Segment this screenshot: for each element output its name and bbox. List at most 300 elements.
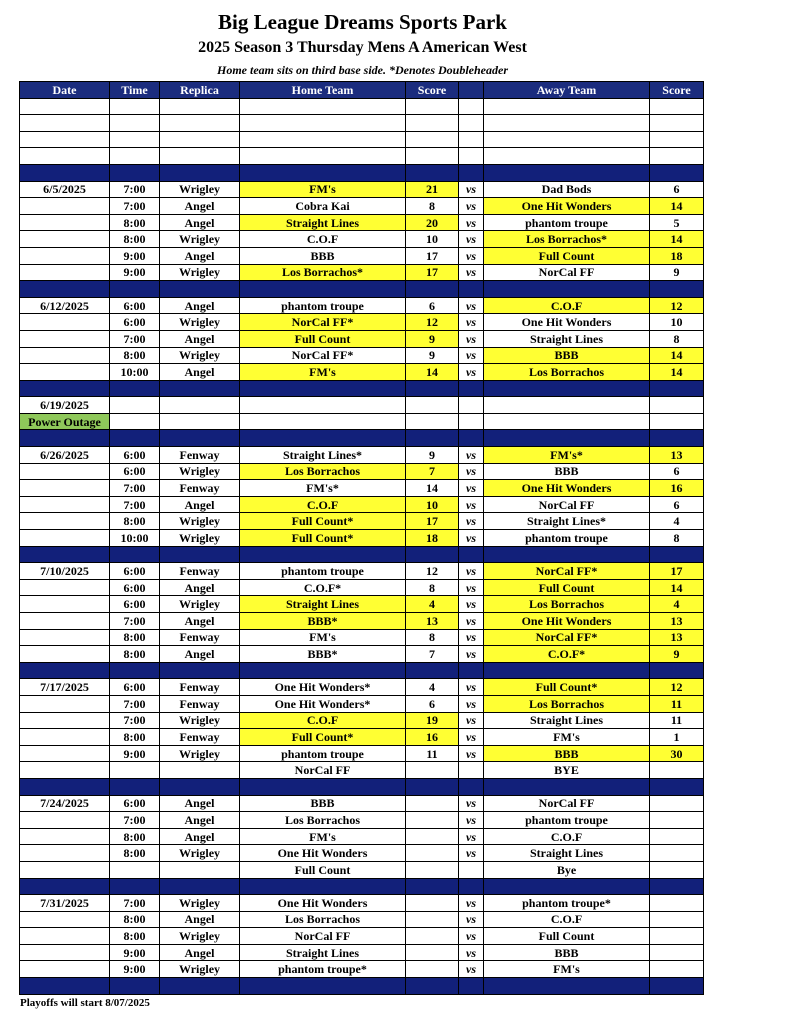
- away-score: [650, 895, 704, 912]
- game-replica: Angel: [160, 496, 240, 513]
- col-replica: Replica: [160, 82, 240, 99]
- away-team: FM's: [484, 961, 650, 978]
- game-row: [20, 679, 704, 696]
- away-team: Straight Lines: [484, 845, 650, 862]
- vs-label: vs: [459, 231, 484, 248]
- away-team: NorCal FF: [484, 264, 650, 281]
- game-time: 7:00: [110, 198, 160, 215]
- separator-cell: [160, 281, 240, 298]
- separator-cell: [406, 778, 459, 795]
- home-team: FM's: [240, 364, 406, 381]
- game-row: [20, 596, 704, 613]
- game-row: [20, 795, 704, 812]
- game-time: 8:00: [110, 828, 160, 845]
- vs-label: vs: [459, 646, 484, 663]
- blank-row: [20, 115, 704, 132]
- home-score: [406, 944, 459, 961]
- home-score: 17: [406, 513, 459, 530]
- separator-cell: [240, 430, 406, 447]
- vs-label: vs: [459, 629, 484, 646]
- home-team: Los Borrachos*: [240, 264, 406, 281]
- playoffs-note: Playoffs will start 8/07/2025: [20, 997, 150, 1009]
- game-time: 8:00: [110, 911, 160, 928]
- away-score: [650, 944, 704, 961]
- home-team: Los Borrachos: [240, 463, 406, 480]
- vs-label: vs: [459, 812, 484, 829]
- home-team: C.O.F: [240, 231, 406, 248]
- separator-cell: [406, 164, 459, 181]
- schedule-table: [19, 81, 704, 995]
- home-team: phantom troupe: [240, 563, 406, 580]
- blank-cell: [650, 413, 704, 430]
- separator-cell: [160, 164, 240, 181]
- away-team: Full Count: [484, 247, 650, 264]
- game-time: 6:00: [110, 447, 160, 464]
- home-score: 14: [406, 364, 459, 381]
- home-team: Straight Lines: [240, 596, 406, 613]
- game-date: [20, 828, 110, 845]
- home-score: 17: [406, 247, 459, 264]
- game-replica: Wrigley: [160, 231, 240, 248]
- home-score: 8: [406, 629, 459, 646]
- game-date: [20, 530, 110, 547]
- away-team: phantom troupe*: [484, 895, 650, 912]
- game-replica: Wrigley: [160, 513, 240, 530]
- away-team: FM's: [484, 729, 650, 746]
- game-replica: Fenway: [160, 695, 240, 712]
- away-team: C.O.F: [484, 828, 650, 845]
- game-replica: Fenway: [160, 679, 240, 696]
- week-separator-row: [20, 546, 704, 563]
- home-team: BBB*: [240, 646, 406, 663]
- vs-label: vs: [459, 314, 484, 331]
- week-separator-row: [20, 164, 704, 181]
- game-time: 7:00: [110, 812, 160, 829]
- game-replica: Fenway: [160, 563, 240, 580]
- game-row: [20, 480, 704, 497]
- separator-cell: [459, 164, 484, 181]
- away-team: NorCal FF: [484, 496, 650, 513]
- game-date: [20, 845, 110, 862]
- separator-cell: [240, 878, 406, 895]
- game-date: [20, 961, 110, 978]
- game-time: 9:00: [110, 944, 160, 961]
- separator-cell: [240, 164, 406, 181]
- game-row: [20, 297, 704, 314]
- away-team: phantom troupe: [484, 214, 650, 231]
- blank-row: [20, 131, 704, 148]
- home-score: [406, 961, 459, 978]
- away-score: [650, 961, 704, 978]
- game-date: [20, 347, 110, 364]
- blank-cell: [484, 115, 650, 132]
- away-score: 9: [650, 264, 704, 281]
- vs-label: vs: [459, 463, 484, 480]
- game-replica: Angel: [160, 795, 240, 812]
- page-subtitle: 2025 Season 3 Thursday Mens A American West: [198, 39, 527, 56]
- away-score: 14: [650, 579, 704, 596]
- game-date: [20, 314, 110, 331]
- game-replica: Angel: [160, 214, 240, 231]
- home-team: One Hit Wonders*: [240, 695, 406, 712]
- game-time: 8:00: [110, 347, 160, 364]
- game-row: [20, 347, 704, 364]
- home-score: 8: [406, 198, 459, 215]
- game-row: [20, 928, 704, 945]
- game-row: [20, 247, 704, 264]
- vs-label: vs: [459, 613, 484, 630]
- separator-cell: [240, 778, 406, 795]
- vs-label: vs: [459, 496, 484, 513]
- separator-cell: [240, 281, 406, 298]
- home-score: [406, 795, 459, 812]
- blank-cell: [20, 98, 110, 115]
- game-time: 7:00: [110, 712, 160, 729]
- vs-label: vs: [459, 828, 484, 845]
- home-team: NorCal FF: [240, 762, 406, 779]
- home-team: FM's: [240, 629, 406, 646]
- col-date: Date: [20, 82, 110, 99]
- away-score: [650, 845, 704, 862]
- col-home-score: Score: [406, 82, 459, 99]
- home-score: 6: [406, 695, 459, 712]
- game-date: [20, 247, 110, 264]
- separator-cell: [459, 430, 484, 447]
- home-score: 10: [406, 231, 459, 248]
- away-team: BYE: [484, 762, 650, 779]
- home-team: NorCal FF*: [240, 347, 406, 364]
- game-row: [20, 911, 704, 928]
- home-score: [406, 861, 459, 878]
- home-team: BBB*: [240, 613, 406, 630]
- game-row: [20, 961, 704, 978]
- col-time: Time: [110, 82, 160, 99]
- column-header-row: [20, 82, 704, 99]
- separator-cell: [484, 978, 650, 995]
- game-date: [20, 745, 110, 762]
- vs-label: vs: [459, 264, 484, 281]
- game-replica: [160, 397, 240, 414]
- home-team: One Hit Wonders: [240, 845, 406, 862]
- blank-cell: [650, 131, 704, 148]
- away-team: phantom troupe: [484, 530, 650, 547]
- vs-label: vs: [459, 513, 484, 530]
- blank-row: [20, 148, 704, 165]
- blank-cell: [484, 413, 650, 430]
- vs-label: vs: [459, 579, 484, 596]
- away-score: 6: [650, 181, 704, 198]
- home-score: 7: [406, 463, 459, 480]
- separator-cell: [110, 430, 160, 447]
- separator-cell: [459, 778, 484, 795]
- blank-cell: [406, 98, 459, 115]
- game-date: [20, 198, 110, 215]
- away-score: 6: [650, 496, 704, 513]
- separator-cell: [459, 546, 484, 563]
- home-team: C.O.F: [240, 496, 406, 513]
- separator-cell: [20, 978, 110, 995]
- separator-cell: [20, 281, 110, 298]
- away-score: 30: [650, 745, 704, 762]
- game-row: [20, 181, 704, 198]
- away-score: [650, 812, 704, 829]
- blank-cell: [484, 148, 650, 165]
- blank-cell: [650, 148, 704, 165]
- vs-label: [459, 861, 484, 878]
- game-replica: Wrigley: [160, 961, 240, 978]
- home-score: 18: [406, 530, 459, 547]
- home-team: FM's: [240, 181, 406, 198]
- vs-label: vs: [459, 729, 484, 746]
- separator-cell: [650, 164, 704, 181]
- home-score: 20: [406, 214, 459, 231]
- game-row: [20, 646, 704, 663]
- blank-cell: [240, 115, 406, 132]
- away-score: 17: [650, 563, 704, 580]
- vs-label: [459, 762, 484, 779]
- vs-label: vs: [459, 530, 484, 547]
- week-separator-row: [20, 281, 704, 298]
- away-score: 1: [650, 729, 704, 746]
- home-team: phantom troupe: [240, 745, 406, 762]
- separator-cell: [484, 380, 650, 397]
- home-score: 21: [406, 181, 459, 198]
- away-team: C.O.F: [484, 297, 650, 314]
- separator-cell: [406, 430, 459, 447]
- away-score: 5: [650, 214, 704, 231]
- blank-cell: [484, 98, 650, 115]
- separator-cell: [110, 662, 160, 679]
- separator-cell: [20, 430, 110, 447]
- home-score: 9: [406, 347, 459, 364]
- note-row: [20, 413, 704, 430]
- game-row: [20, 198, 704, 215]
- separator-cell: [406, 281, 459, 298]
- game-replica: Wrigley: [160, 745, 240, 762]
- away-score: [650, 795, 704, 812]
- away-score: 16: [650, 480, 704, 497]
- away-team: NorCal FF*: [484, 563, 650, 580]
- game-time: 8:00: [110, 629, 160, 646]
- away-score: [650, 928, 704, 945]
- separator-cell: [459, 662, 484, 679]
- game-replica: Wrigley: [160, 530, 240, 547]
- away-team: C.O.F*: [484, 646, 650, 663]
- game-row: [20, 314, 704, 331]
- separator-cell: [650, 430, 704, 447]
- away-team: Los Borrachos*: [484, 231, 650, 248]
- home-team: Full Count*: [240, 530, 406, 547]
- home-team: phantom troupe*: [240, 961, 406, 978]
- away-team: One Hit Wonders: [484, 613, 650, 630]
- vs-label: vs: [459, 795, 484, 812]
- game-time: [110, 397, 160, 414]
- vs-label: vs: [459, 247, 484, 264]
- game-date: [20, 596, 110, 613]
- away-team: BBB: [484, 347, 650, 364]
- separator-cell: [240, 662, 406, 679]
- separator-cell: [459, 281, 484, 298]
- game-row: [20, 895, 704, 912]
- away-team: Straight Lines: [484, 712, 650, 729]
- game-time: 6:00: [110, 795, 160, 812]
- away-team: Los Borrachos: [484, 695, 650, 712]
- away-score: 14: [650, 231, 704, 248]
- home-score: 4: [406, 679, 459, 696]
- away-score: 10: [650, 314, 704, 331]
- home-score: 11: [406, 745, 459, 762]
- game-replica: Wrigley: [160, 264, 240, 281]
- col-away-team: Away Team: [484, 82, 650, 99]
- game-date: [20, 762, 110, 779]
- game-replica: Angel: [160, 646, 240, 663]
- home-team: One Hit Wonders: [240, 895, 406, 912]
- game-row: [20, 563, 704, 580]
- game-time: 8:00: [110, 231, 160, 248]
- vs-label: vs: [459, 480, 484, 497]
- home-score: 10: [406, 496, 459, 513]
- game-replica: Wrigley: [160, 845, 240, 862]
- week-separator-row: [20, 978, 704, 995]
- separator-cell: [650, 281, 704, 298]
- game-replica: Wrigley: [160, 314, 240, 331]
- separator-cell: [484, 430, 650, 447]
- home-score: 12: [406, 563, 459, 580]
- game-date: [20, 928, 110, 945]
- game-date: 6/19/2025: [20, 397, 110, 414]
- away-score: 4: [650, 513, 704, 530]
- game-time: 9:00: [110, 264, 160, 281]
- home-team: Los Borrachos: [240, 911, 406, 928]
- away-team: BBB: [484, 944, 650, 961]
- separator-cell: [110, 546, 160, 563]
- blank-cell: [240, 413, 406, 430]
- game-date: 7/17/2025: [20, 679, 110, 696]
- game-time: 7:00: [110, 613, 160, 630]
- game-row: [20, 812, 704, 829]
- game-replica: Wrigley: [160, 895, 240, 912]
- vs-label: vs: [459, 596, 484, 613]
- separator-cell: [20, 380, 110, 397]
- game-row: [20, 579, 704, 596]
- vs-label: vs: [459, 895, 484, 912]
- game-row: [20, 845, 704, 862]
- home-team: BBB: [240, 247, 406, 264]
- away-score: 13: [650, 629, 704, 646]
- away-team: Los Borrachos: [484, 364, 650, 381]
- separator-cell: [406, 878, 459, 895]
- vs-label: vs: [459, 745, 484, 762]
- game-date: [20, 264, 110, 281]
- vs-label: vs: [459, 347, 484, 364]
- week-separator-row: [20, 778, 704, 795]
- home-team: C.O.F: [240, 712, 406, 729]
- home-team: Straight Lines: [240, 944, 406, 961]
- game-row: [20, 496, 704, 513]
- game-replica: Angel: [160, 911, 240, 928]
- game-time: 8:00: [110, 928, 160, 945]
- game-date: [20, 812, 110, 829]
- separator-cell: [110, 778, 160, 795]
- game-row: [20, 463, 704, 480]
- game-date: [20, 861, 110, 878]
- away-team: NorCal FF*: [484, 629, 650, 646]
- separator-cell: [110, 878, 160, 895]
- separator-cell: [484, 281, 650, 298]
- game-date: [20, 613, 110, 630]
- separator-cell: [650, 662, 704, 679]
- separator-cell: [406, 546, 459, 563]
- game-row: [20, 264, 704, 281]
- away-team: Full Count*: [484, 679, 650, 696]
- away-team: Straight Lines: [484, 330, 650, 347]
- separator-cell: [650, 978, 704, 995]
- blank-cell: [459, 148, 484, 165]
- separator-cell: [160, 380, 240, 397]
- home-team: Straight Lines: [240, 214, 406, 231]
- game-date: 7/31/2025: [20, 895, 110, 912]
- week-separator-row: [20, 430, 704, 447]
- game-date: [20, 646, 110, 663]
- game-row: [20, 513, 704, 530]
- away-score: 4: [650, 596, 704, 613]
- game-row: [20, 729, 704, 746]
- separator-cell: [110, 164, 160, 181]
- home-team: [240, 397, 406, 414]
- game-date: [20, 231, 110, 248]
- game-row: [20, 695, 704, 712]
- home-team: phantom troupe: [240, 297, 406, 314]
- away-score: 11: [650, 695, 704, 712]
- away-score: 12: [650, 679, 704, 696]
- game-replica: Fenway: [160, 447, 240, 464]
- separator-cell: [160, 662, 240, 679]
- separator-cell: [459, 380, 484, 397]
- separator-cell: [484, 662, 650, 679]
- away-score: 6: [650, 463, 704, 480]
- game-date: 6/12/2025: [20, 297, 110, 314]
- game-row: [20, 447, 704, 464]
- home-score: 7: [406, 646, 459, 663]
- home-score: 4: [406, 596, 459, 613]
- blank-cell: [459, 413, 484, 430]
- home-score: [406, 828, 459, 845]
- away-team: Bye: [484, 861, 650, 878]
- separator-cell: [160, 430, 240, 447]
- away-team: NorCal FF: [484, 795, 650, 812]
- blank-cell: [406, 131, 459, 148]
- home-team: Full Count: [240, 330, 406, 347]
- home-score: [406, 397, 459, 414]
- schedule-body: [20, 98, 704, 994]
- home-team: One Hit Wonders*: [240, 679, 406, 696]
- away-score: 13: [650, 447, 704, 464]
- game-time: 8:00: [110, 646, 160, 663]
- game-row: [20, 231, 704, 248]
- away-score: [650, 861, 704, 878]
- game-replica: Angel: [160, 613, 240, 630]
- home-team: Full Count*: [240, 513, 406, 530]
- home-team: Straight Lines*: [240, 447, 406, 464]
- blank-cell: [160, 115, 240, 132]
- away-score: 12: [650, 297, 704, 314]
- blank-cell: [650, 98, 704, 115]
- game-time: 6:00: [110, 297, 160, 314]
- separator-cell: [406, 380, 459, 397]
- game-replica: [160, 861, 240, 878]
- away-team: C.O.F: [484, 911, 650, 928]
- away-team: Full Count: [484, 579, 650, 596]
